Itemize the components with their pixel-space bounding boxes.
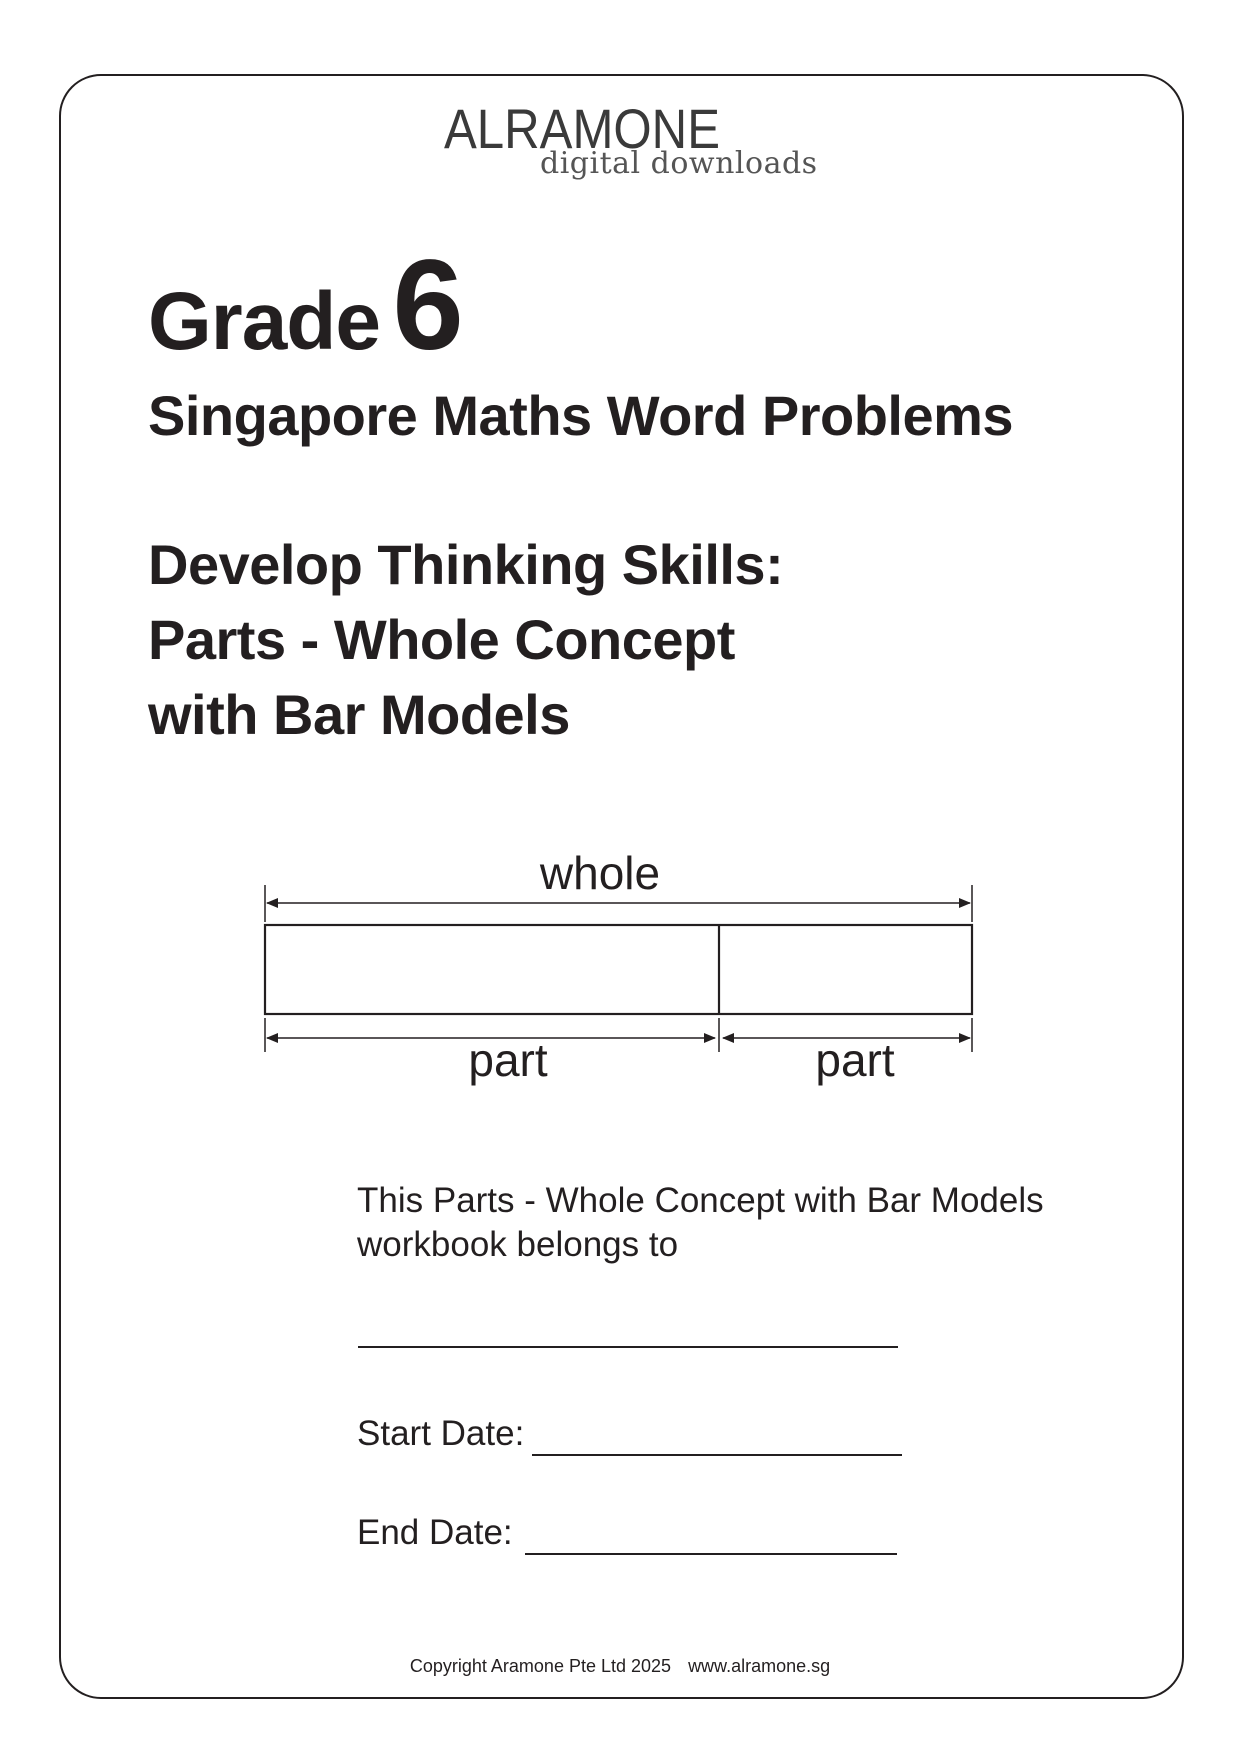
ownership-line: workbook belongs to	[357, 1225, 679, 1264]
topic-line: with Bar Models	[148, 683, 570, 746]
book-subtitle: Singapore Maths Word Problems	[148, 384, 1014, 447]
part-label-left: part	[468, 1034, 548, 1086]
topic-line: Develop Thinking Skills:	[148, 533, 784, 596]
ownership-text	[357, 1179, 1044, 1267]
end-date-row	[357, 1513, 513, 1553]
footer	[0, 1656, 1240, 1677]
website-text: www.alramone.sg	[688, 1656, 831, 1676]
ownership-line: This Parts - Whole Concept with Bar Models	[357, 1181, 1044, 1220]
start-date-label: Start Date:	[357, 1414, 525, 1453]
copyright-text: Copyright Aramone Pte Ltd 2025	[409, 1656, 672, 1676]
end-date-blank[interactable]	[525, 1553, 897, 1555]
grade-word: Grade	[148, 276, 380, 367]
owner-name-blank[interactable]	[358, 1346, 898, 1348]
topic-line: Parts - Whole Concept	[148, 608, 735, 671]
start-date-row	[357, 1414, 524, 1454]
brand-logo	[444, 100, 724, 152]
part-label-right: part	[815, 1034, 895, 1086]
brand-wordmark: ALRAMONE	[444, 100, 720, 152]
start-date-blank[interactable]	[532, 1454, 902, 1456]
grade-number: 6	[392, 234, 464, 377]
grade-heading	[148, 232, 464, 379]
bar-outline	[265, 925, 972, 1014]
whole-label: whole	[539, 847, 661, 899]
brand-tagline: digital downloads	[540, 146, 818, 181]
end-date-label: End Date:	[357, 1513, 513, 1552]
bar-model-diagram	[250, 840, 990, 1090]
topic-heading	[148, 527, 783, 752]
